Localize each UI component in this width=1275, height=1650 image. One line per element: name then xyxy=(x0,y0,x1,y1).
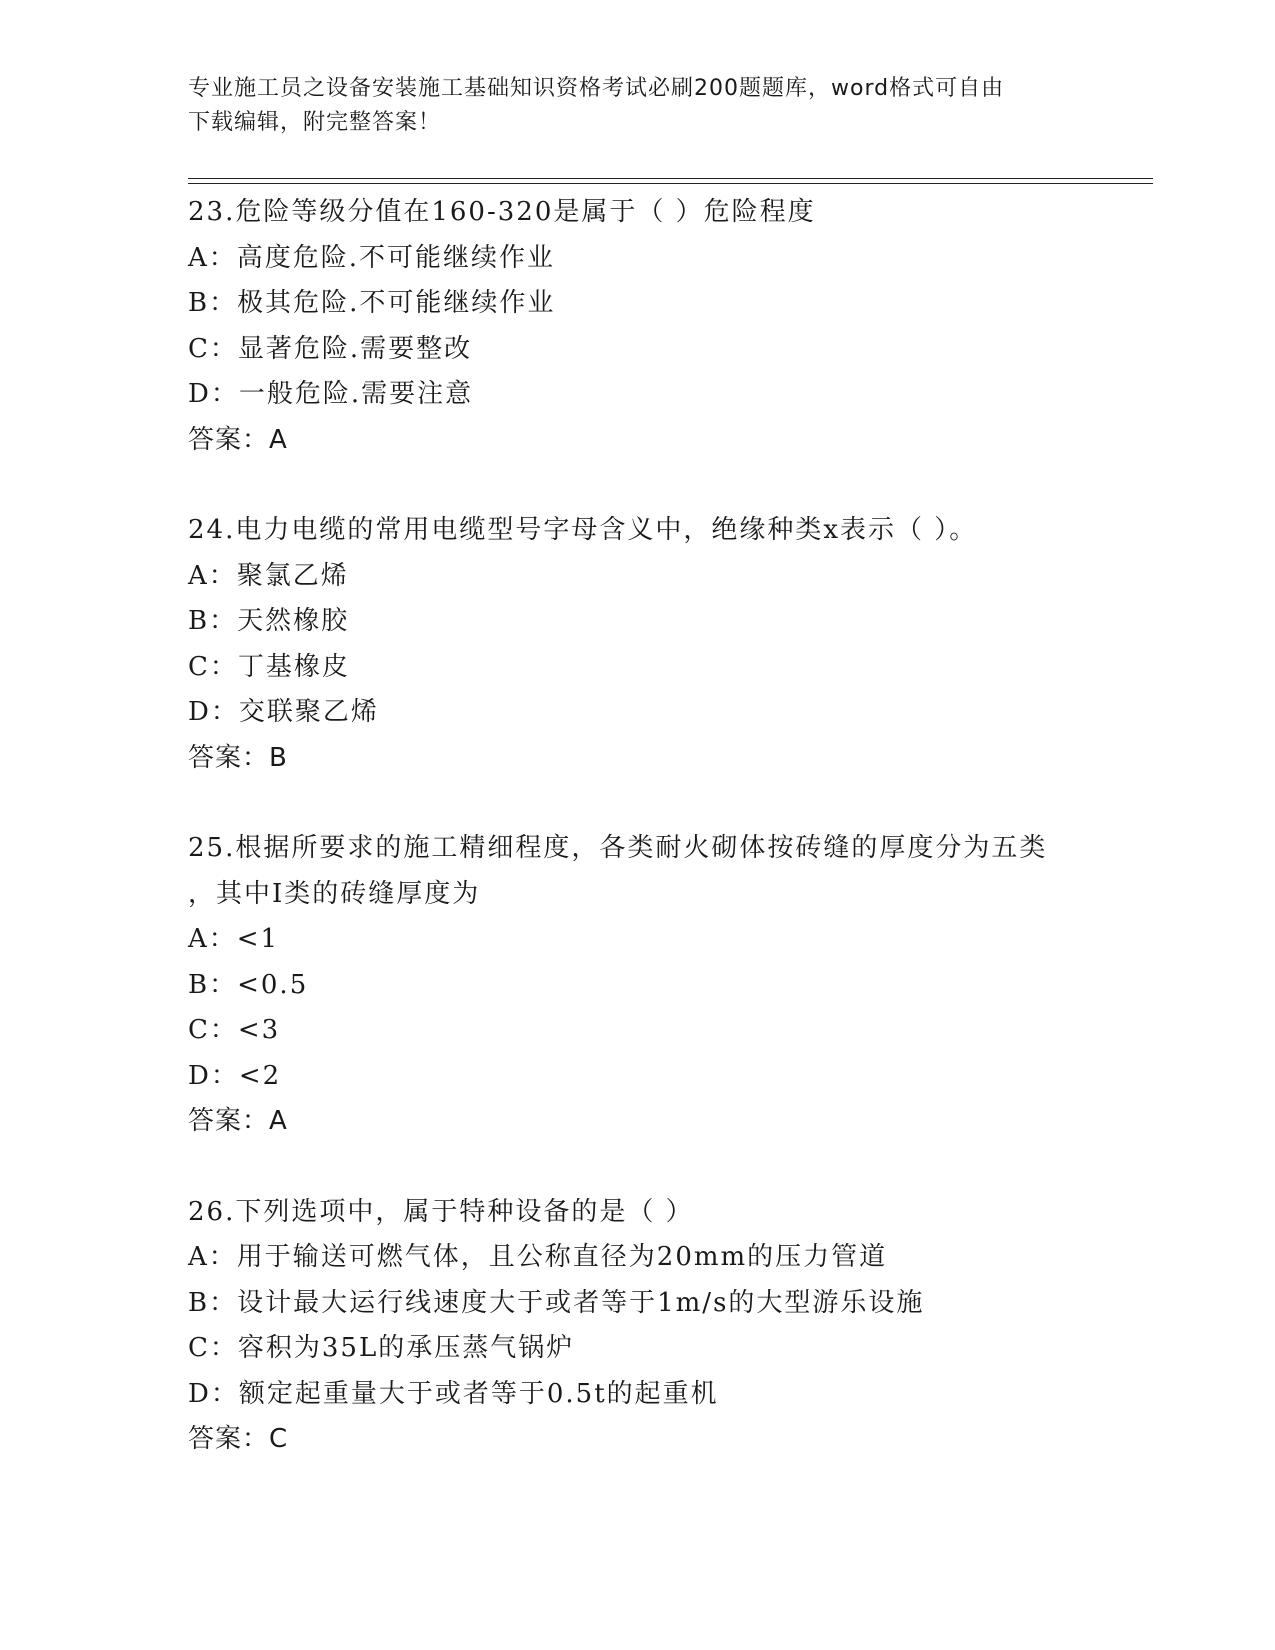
option-c: C：显著危险.需要整改 xyxy=(188,333,473,364)
question-stem: 25.根据所要求的施工精细程度，各类耐火砌体按砖缝的厚度分为五类 xyxy=(188,833,1048,863)
answer: 答案：C xyxy=(188,1424,289,1454)
header-line-2: 下载编辑，附完整答案！ xyxy=(188,110,442,135)
option-b: B：设计最大运行线速度大于或者等于1m/s的大型游乐设施 xyxy=(188,1287,925,1318)
question-list xyxy=(188,190,1088,1508)
option-d: D：交联聚乙烯 xyxy=(188,697,379,727)
answer: 答案：A xyxy=(188,1106,288,1136)
option-c: C：丁基橡皮 xyxy=(188,651,350,682)
option-a: A：<1 xyxy=(188,924,280,954)
question-stem: 24.电力电缆的常用电缆型号字母含义中，绝缘种类x表示（ ）。 xyxy=(188,515,978,545)
question-25 xyxy=(188,826,1088,1145)
answer: 答案：A xyxy=(188,424,288,455)
option-d: D：额定起重量大于或者等于0.5t的起重机 xyxy=(188,1378,719,1409)
question-23 xyxy=(188,190,1088,463)
option-c: C：<3 xyxy=(188,1015,281,1045)
option-d: D：一般危险.需要注意 xyxy=(188,379,474,409)
option-b: B：<0.5 xyxy=(188,969,309,1000)
header-line-1: 专业施工员之设备安装施工基础知识资格考试必刷200题题库，word格式可自由 xyxy=(188,76,1005,101)
option-d: D：<2 xyxy=(188,1060,282,1091)
option-a: A：聚氯乙烯 xyxy=(188,560,349,591)
question-stem-continued: ，其中I类的砖缝厚度为 xyxy=(188,878,481,909)
document-header xyxy=(188,72,1088,140)
option-b: B：天然橡胶 xyxy=(188,606,350,636)
option-a: A：高度危险.不可能继续作业 xyxy=(188,242,556,273)
answer: 答案：B xyxy=(188,742,288,773)
question-24 xyxy=(188,508,1088,781)
header-rule-bottom xyxy=(188,183,1153,184)
option-b: B：极其危险.不可能继续作业 xyxy=(188,288,556,318)
header-rule-top xyxy=(188,178,1153,179)
question-stem: 26.下列选项中，属于特种设备的是（ ） xyxy=(188,1196,694,1227)
question-26 xyxy=(188,1190,1088,1463)
option-a: A：用于输送可燃气体，且公称直径为20mm的压力管道 xyxy=(188,1242,888,1272)
question-stem: 23.危险等级分值在160-320是属于（ ）危险程度 xyxy=(188,197,816,227)
option-c: C：容积为35L的承压蒸气锅炉 xyxy=(188,1333,575,1363)
